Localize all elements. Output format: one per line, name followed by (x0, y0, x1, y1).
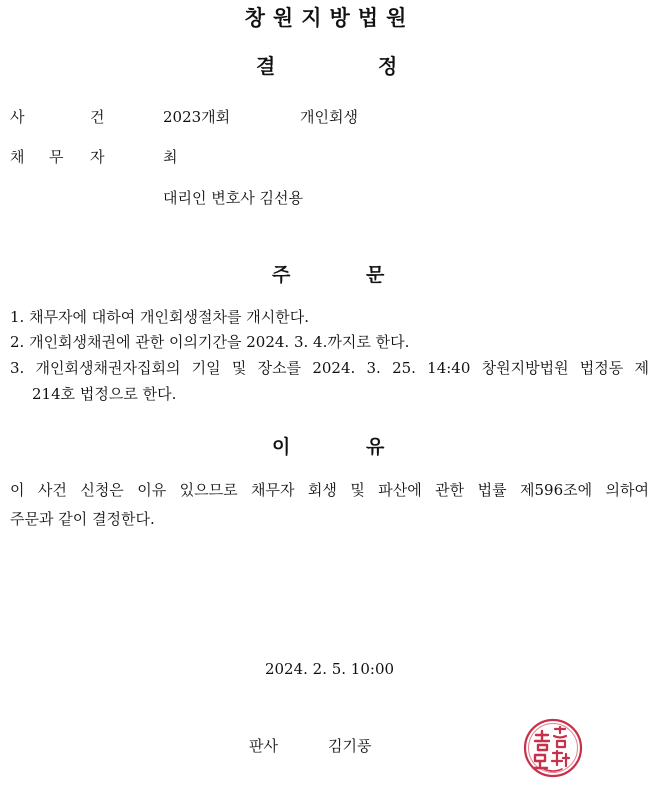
case-label-char-1: 사 (10, 108, 25, 126)
judge-name: 김기풍 (328, 737, 372, 755)
order-item-1: 1. 채무자에 대하여 개인회생절차를 개시한다. (10, 308, 309, 326)
case-type: 개인회생 (300, 108, 358, 126)
debtor-agent: 대리인 변호사 김선용 (163, 189, 303, 207)
reason-line-2: 주문과 같이 결정한다. (10, 510, 155, 528)
debtor-label-char-3: 자 (90, 148, 105, 166)
order-heading-char-2: 문 (366, 264, 385, 286)
decision-date: 2024. 2. 5. 10:00 (264, 660, 395, 678)
case-label-char-2: 건 (90, 108, 105, 126)
court-name: 창원지방법원 (244, 6, 415, 30)
order-item-3-line-2: 214호 법정으로 한다. (32, 385, 177, 403)
reason-line-1: 이 사건 신청은 이유 있으므로 채무자 회생 및 파산에 관한 법률 제596조에 의하여 (10, 481, 649, 499)
reason-heading-char-1: 이 (272, 436, 291, 458)
order-heading-char-1: 주 (272, 264, 291, 286)
debtor-label-char-1: 채 (10, 148, 25, 166)
document-title-char-1: 결 (256, 54, 276, 78)
reason-heading-char-2: 유 (366, 436, 385, 458)
case-number: 2023개회 (163, 108, 231, 126)
debtor-name: 최 (163, 148, 178, 166)
debtor-label-char-2: 무 (49, 148, 64, 166)
judge-label: 판사 (249, 737, 278, 755)
order-item-3-line-1: 3. 개인회생채권자집회의 기일 및 장소를 2024. 3. 25. 14:40 창원지방법원 법정동 제 (10, 359, 649, 377)
order-item-2: 2. 개인회생채권에 관한 이의기간을 2024. 3. 4.까지로 한다. (10, 333, 410, 351)
court-seal-icon (522, 717, 584, 779)
document-title-char-2: 정 (378, 54, 398, 78)
